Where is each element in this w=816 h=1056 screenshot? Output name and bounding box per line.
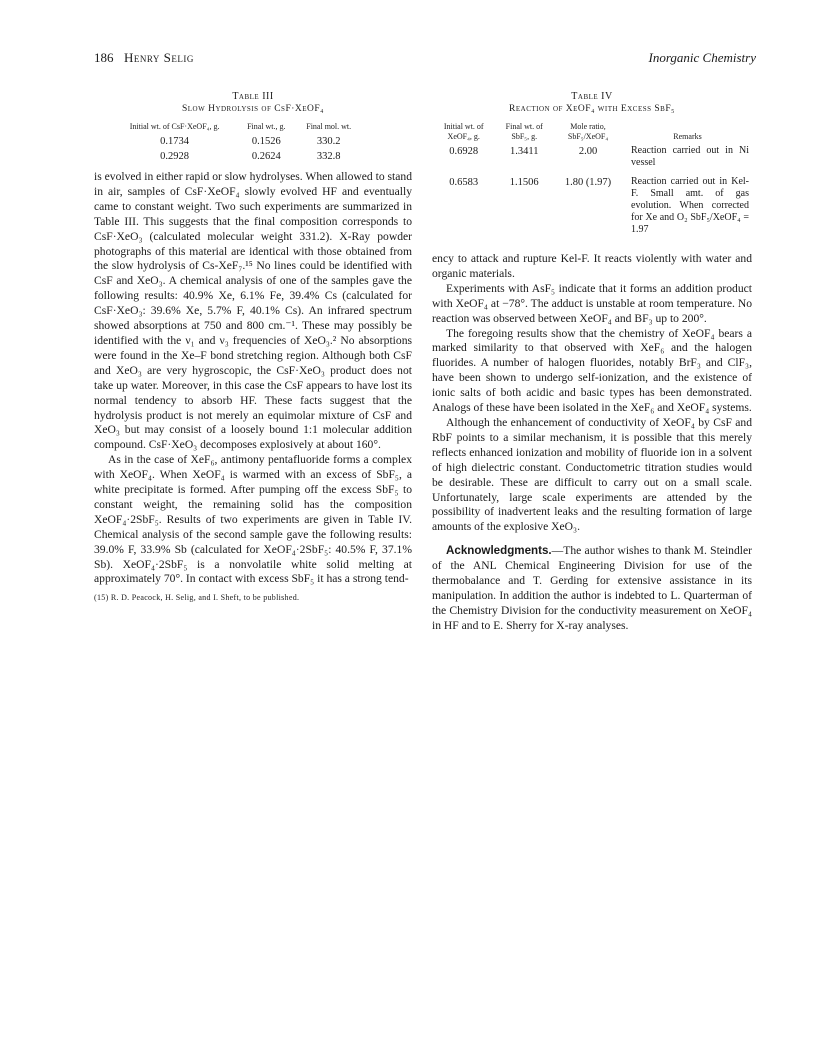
table-cell: 1.80 (1.97) (564, 177, 612, 188)
footnote: (15) R. D. Peacock, H. Selig, and I. Sheft, to be published. (94, 593, 300, 603)
body-paragraph: Experiments with AsF₅ indicate that it forms an addition product with XeOF₄ at −78°. The adduct is unstable at room temperature. No reaction was observed between XeOF₄ and BF₃ up to 200°. (432, 281, 752, 325)
table-cell: 330.2 (316, 136, 341, 147)
acknowledgments-text: —The author wishes to thank M. Steindler of the ANL Chemical Engineering Division for use of the thermobalance and T. Gerding for extensive assistance in its manipulation. In addition the author is indebted to L. Quarterman of the Chemistry Division for the conductivity measurement on XeOF₄ in HF and to E. Sherry for X-ray analyses. (432, 544, 752, 632)
column-header: Remarks (673, 132, 702, 141)
table-cell: 0.1734 (160, 136, 190, 147)
page-number: 186 (94, 50, 114, 65)
column-header: Final wt. of SbF₅, g. (505, 122, 543, 141)
body-paragraph: As in the case of XeF₆, antimony pentafluoride forms a complex with XeOF₄. When XeOF₄ is warmed with an excess of SbF₅, a white precipitate is formed. After pumping off the excess SbF₅ to constant weight, the remaining solid has the composition XeOF₄·2SbF₅. Results of two experiments are given in Table IV. Chemical analysis of the second sample gave the following results: 39.0% F, 33.9% Sb (calculated for XeOF₄·2SbF₅: 40.5% F, 37.1% Sb). XeOF₄·2SbF₅ is a nonvolatile white solid melting at approximately 70°. In contact with excess SbF₅ it has a strong tend- (94, 453, 412, 586)
table-cell: 0.1526 (251, 136, 281, 147)
table-3 (94, 90, 412, 160)
table-row (432, 144, 752, 175)
table-cell: 0.6583 (449, 177, 479, 188)
acknowledgments-paragraph (432, 544, 752, 633)
column-header: Final mol. wt. (306, 122, 352, 131)
body-paragraph: Although the enhancement of conductivity of XeOF₄ by CsF and RbF points to a similar mechanism, it is possible that this merely reflects enhanced ionization and mobility of fluoride ion in a solvent of high dielectric constant. Conductometric titration studies would be desirable. These are difficult to carry out on a small scale. Unfortunately, large scale experiments are attended by the possibility of inadvertent leaks and the resulting formation of large amounts of the explosive XeO₃. (432, 415, 752, 534)
column-header: Initial wt. of XeOF₄, g. (443, 122, 484, 141)
table-row (112, 134, 362, 149)
right-column (432, 90, 752, 634)
table-4-grid (432, 122, 752, 237)
table-header-row (432, 122, 752, 144)
table-cell: Reaction carried out in Kel-F. Small amt. of gas evolution. When corrected for Xe and O₂ SbF₅/XeOF₄ = 1.97 (631, 176, 749, 235)
table-3-label: Table III (232, 91, 274, 102)
journal-title: Inorganic Chemistry (648, 50, 756, 65)
table-row (432, 175, 752, 237)
column-header: Initial wt. of CsF·XeOF₄, g. (129, 122, 220, 131)
column-header: Mole ratio, SbF₅/XeOF₄ (567, 122, 609, 141)
table-4-title: Reaction of XeOF₄ with Excess SbF₅ (509, 104, 675, 114)
table-3-title: Slow Hydrolysis of CsF·XeOF₄ (181, 104, 324, 114)
table-cell: 1.1506 (509, 177, 539, 188)
table-3-grid (112, 122, 362, 164)
table-cell: 332.8 (316, 151, 341, 162)
author-name: Henry Selig (124, 50, 194, 65)
table-cell: Reaction carried out in Ni vessel (631, 145, 749, 168)
table-cell: 0.6928 (449, 146, 479, 157)
body-paragraph: The foregoing results show that the chemistry of XeOF₄ bears a marked similarity to that observed with XeF₆ and the halogen fluorides. A number of halogen fluorides, notably BrF₃ and ClF₃, have been shown to undergo self-ionization, and the existence of ionic salts of both acidic and basic types has been demonstrated. Analogs of these have been isolated in the XeF₆ and XeOF₄ systems. (432, 326, 752, 415)
acknowledgments-heading: Acknowledgments. (446, 544, 552, 558)
left-column (94, 90, 412, 603)
table-header-row (112, 122, 362, 134)
table-cell: 0.2624 (251, 151, 281, 162)
body-paragraph: is evolved in either rapid or slow hydrolyses. When allowed to stand in air, samples of CsF·XeOF₄ slowly evolved HF and eventually came to constant weight. Two such experiments are summarized in Table III. This suggests that the final composition corresponds to CsF·XeO₃ (calculated molecular weight 331.2). X-Ray powder photographs of this material are identical with those obtained from the slow hydrolysis of Cs-XeF₇.¹⁵ No lines could be identified with CsF and XeO₃. A chemical analysis of one of the samples gave the following results: 40.9% Xe, 6.1% Fe, 39.4% Cs (calculated for CsF·XeO₃: 39.6% Xe, 5.7% F, 40.1% Cs). An infrared spectrum showed absorptions at 750 and 800 cm.⁻¹. These may possibly be identified with the ν₁ and ν₃ frequencies of XeO₃.² No absorptions were found in the Xe–F bond stretching region. Although both CsF and XeO₃ are very hygroscopic, the CsF·XeO₃ product does not take up water. Moreover, in this case the CsF appears to have lost its normal tendency to absorb HF. These facts suggest that the hydrolysis product is not merely an equimolar mixture of CsF and XeO₃ but may consist of a loosely bound 1:1 molecular addition compound. CsF·XeO₃ decomposes explosively at about 160°. (94, 170, 412, 452)
table-4 (432, 90, 752, 252)
body-paragraph: ency to attack and rupture Kel-F. It reacts violently with water and organic materials. (432, 252, 752, 280)
column-header: Final wt., g. (247, 122, 286, 131)
table-4-label: Table IV (571, 91, 613, 102)
table-cell: 1.3411 (509, 146, 539, 157)
table-cell: 0.2928 (160, 151, 190, 162)
table-cell: 2.00 (578, 146, 598, 157)
running-header (94, 50, 756, 68)
